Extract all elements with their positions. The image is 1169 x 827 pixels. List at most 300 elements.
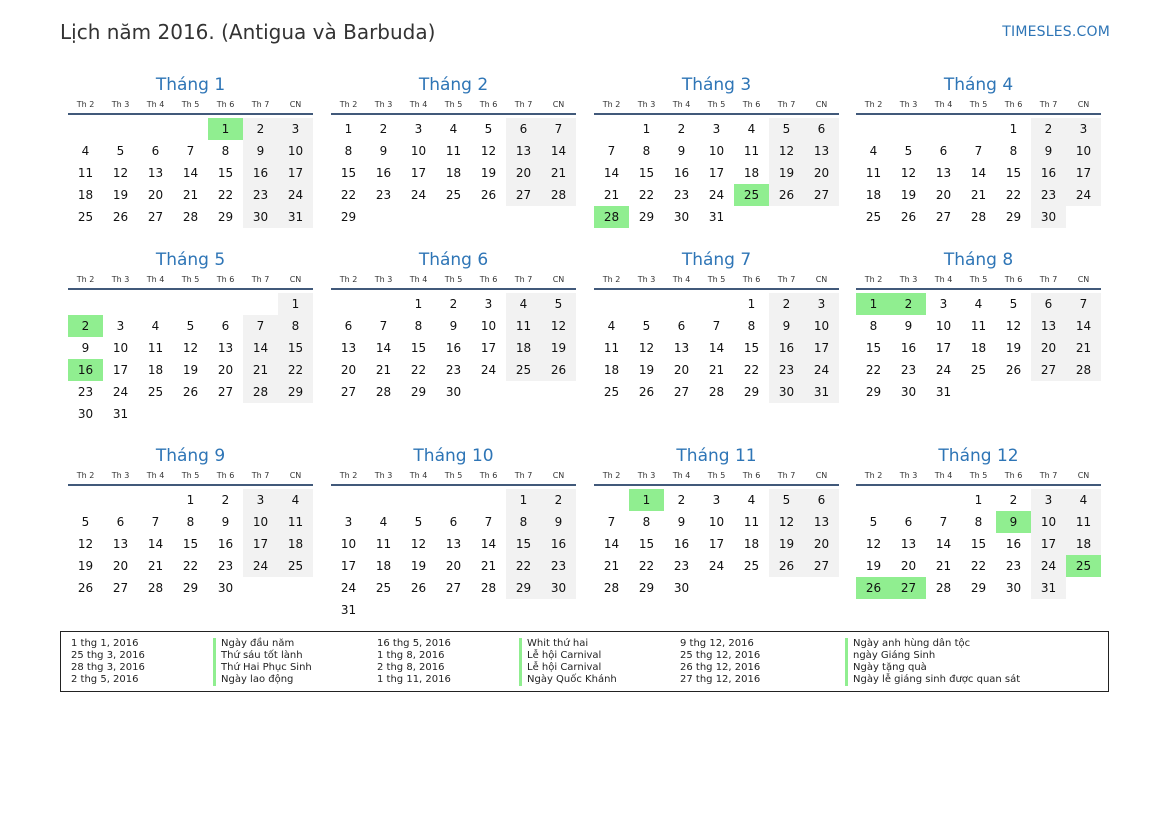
day-cell: 29 xyxy=(506,577,541,599)
day-cell: 18 xyxy=(743,166,760,180)
day-cell: 13 xyxy=(445,537,462,551)
day-cell: 22 xyxy=(638,188,655,202)
day-cell: 10 xyxy=(278,140,313,162)
day-cell: 6 xyxy=(344,319,353,333)
weekday-label: Th 5 xyxy=(181,100,200,109)
day-cell: 29 xyxy=(340,210,357,224)
week-row xyxy=(856,577,1101,599)
day-cell: 20 xyxy=(217,363,234,377)
day-cell: 9 xyxy=(221,515,230,529)
day-cell: 11 xyxy=(603,341,620,355)
week-row xyxy=(68,140,313,162)
day-cell: 24 xyxy=(340,581,357,595)
day-cell: 6 xyxy=(677,319,686,333)
day-cell: 12 xyxy=(638,341,655,355)
weekday-label: CN xyxy=(552,100,565,109)
day-cell: 14 xyxy=(375,341,392,355)
day-cell: 4 xyxy=(747,493,756,507)
day-cell: 18 xyxy=(970,341,987,355)
day-cell: 10 xyxy=(708,515,725,529)
day-cell: 26 xyxy=(769,184,804,206)
empty-day xyxy=(436,206,471,228)
week-row xyxy=(68,184,313,206)
day-cell: 21 xyxy=(147,559,164,573)
day-cell: 24 xyxy=(243,555,278,577)
week-row xyxy=(856,555,1101,577)
month-10 xyxy=(331,445,576,621)
weekday-label: Th 2 xyxy=(339,275,358,284)
day-cell: 12 xyxy=(541,315,576,337)
day-cell: 4 xyxy=(506,293,541,315)
weekday-label: Th 7 xyxy=(251,100,270,109)
day-cell: 31 xyxy=(1031,577,1066,599)
weekday-label: Th 7 xyxy=(777,275,796,284)
day-cell: 25 xyxy=(603,385,620,399)
holiday-day-cell: 16 xyxy=(68,359,103,381)
weekday-label: Th 3 xyxy=(899,275,918,284)
empty-day xyxy=(243,403,278,425)
day-cell: 6 xyxy=(151,144,160,158)
day-cell: 22 xyxy=(278,359,313,381)
day-cell: 20 xyxy=(804,162,839,184)
day-cell: 2 xyxy=(243,118,278,140)
empty-day xyxy=(769,206,804,228)
legend-date: 1 thg 8, 2016 xyxy=(377,650,445,661)
day-cell: 18 xyxy=(375,559,392,573)
day-cell: 11 xyxy=(445,144,462,158)
day-cell: 6 xyxy=(221,319,230,333)
day-cell: 15 xyxy=(1005,166,1022,180)
week-row xyxy=(331,315,576,337)
month-title: Tháng 11 xyxy=(676,446,757,466)
day-cell: 14 xyxy=(970,166,987,180)
weekday-label: Th 3 xyxy=(111,471,130,480)
day-cell: 26 xyxy=(900,210,917,224)
weekday-label: Th 6 xyxy=(742,275,761,284)
week-row xyxy=(331,359,576,381)
empty-day xyxy=(926,118,961,140)
week-row xyxy=(68,403,313,425)
weekday-label: Th 2 xyxy=(339,471,358,480)
day-cell: 16 xyxy=(1005,537,1022,551)
day-cell: 5 xyxy=(769,118,804,140)
day-cell: 10 xyxy=(804,315,839,337)
day-cell: 12 xyxy=(769,140,804,162)
day-cell: 11 xyxy=(147,341,164,355)
day-cell: 8 xyxy=(869,319,878,333)
day-cell: 5 xyxy=(541,293,576,315)
month-3 xyxy=(594,74,839,228)
day-cell: 6 xyxy=(449,515,458,529)
day-cell: 3 xyxy=(939,297,948,311)
day-cell: 22 xyxy=(743,363,760,377)
week-row xyxy=(68,577,313,599)
day-cell: 14 xyxy=(480,537,497,551)
day-cell: 23 xyxy=(900,363,917,377)
day-cell: 18 xyxy=(77,188,94,202)
empty-day xyxy=(891,489,926,511)
empty-day xyxy=(541,206,576,228)
day-cell: 18 xyxy=(743,537,760,551)
weekday-label: Th 6 xyxy=(1004,471,1023,480)
day-cell: 4 xyxy=(607,319,616,333)
day-cell: 30 xyxy=(541,577,576,599)
week-row xyxy=(331,555,576,577)
day-cell: 2 xyxy=(677,493,686,507)
month-title: Tháng 3 xyxy=(681,75,752,95)
week-row xyxy=(856,489,1101,511)
week-row xyxy=(856,118,1101,140)
day-cell: 3 xyxy=(712,122,721,136)
day-cell: 13 xyxy=(147,166,164,180)
week-row xyxy=(594,381,839,403)
day-cell: 10 xyxy=(935,319,952,333)
day-cell: 5 xyxy=(116,144,125,158)
day-cell: 1 xyxy=(414,297,423,311)
week-row xyxy=(594,293,839,315)
day-cell: 25 xyxy=(970,363,987,377)
day-cell: 23 xyxy=(77,385,94,399)
week-row xyxy=(856,162,1101,184)
day-cell: 5 xyxy=(414,515,423,529)
empty-day xyxy=(1066,206,1101,228)
day-cell: 7 xyxy=(712,319,721,333)
month-2 xyxy=(331,74,576,228)
holiday-day-cell: 1 xyxy=(629,489,664,511)
legend-holiday-name: Whit thứ hai xyxy=(519,638,588,650)
week-row xyxy=(68,359,313,381)
day-cell: 25 xyxy=(147,385,164,399)
weekday-label: Th 5 xyxy=(444,100,463,109)
day-cell: 26 xyxy=(112,210,129,224)
day-cell: 8 xyxy=(506,511,541,533)
weekday-label: Th 4 xyxy=(146,471,165,480)
day-cell: 17 xyxy=(410,166,427,180)
day-cell: 23 xyxy=(1031,184,1066,206)
day-cell: 5 xyxy=(769,489,804,511)
day-cell: 20 xyxy=(1031,337,1066,359)
day-cell: 13 xyxy=(506,140,541,162)
day-cell: 17 xyxy=(708,166,725,180)
weekday-label: CN xyxy=(1077,275,1090,284)
legend-holiday-name: Ngày lễ giáng sinh được quan sát xyxy=(845,674,1020,686)
day-cell: 8 xyxy=(1009,144,1018,158)
week-row xyxy=(594,359,839,381)
week-row xyxy=(68,315,313,337)
day-cell: 3 xyxy=(804,293,839,315)
day-cell: 11 xyxy=(865,166,882,180)
empty-day xyxy=(594,118,629,140)
day-cell: 20 xyxy=(506,162,541,184)
week-row xyxy=(68,489,313,511)
empty-day xyxy=(856,118,891,140)
day-cell: 31 xyxy=(112,407,129,421)
day-cell: 13 xyxy=(673,341,690,355)
day-cell: 20 xyxy=(935,188,952,202)
weekday-label: Th 7 xyxy=(777,471,796,480)
legend-holiday-name: Lễ hội Carnival xyxy=(519,650,601,662)
week-row xyxy=(331,381,576,403)
day-cell: 15 xyxy=(182,537,199,551)
weekday-label: Th 5 xyxy=(444,275,463,284)
day-cell: 24 xyxy=(278,184,313,206)
empty-day xyxy=(961,118,996,140)
month-title: Tháng 9 xyxy=(155,446,226,466)
day-cell: 10 xyxy=(1066,140,1101,162)
weekday-label: Th 4 xyxy=(409,275,428,284)
day-cell: 22 xyxy=(1005,188,1022,202)
day-cell: 18 xyxy=(603,363,620,377)
empty-day xyxy=(401,599,436,621)
day-cell: 30 xyxy=(673,210,690,224)
empty-day xyxy=(541,381,576,403)
empty-day xyxy=(366,206,401,228)
weekday-label: Th 5 xyxy=(969,471,988,480)
day-cell: 14 xyxy=(1066,315,1101,337)
empty-day xyxy=(401,489,436,511)
day-cell: 11 xyxy=(375,537,392,551)
week-row xyxy=(856,206,1101,228)
day-cell: 2 xyxy=(449,297,458,311)
day-cell: 29 xyxy=(865,385,882,399)
day-cell: 10 xyxy=(243,511,278,533)
empty-day xyxy=(594,293,629,315)
day-cell: 30 xyxy=(1005,581,1022,595)
day-cell: 15 xyxy=(865,341,882,355)
day-cell: 9 xyxy=(677,515,686,529)
day-cell: 5 xyxy=(81,515,90,529)
weekday-label: Th 6 xyxy=(742,100,761,109)
day-cell: 21 xyxy=(375,363,392,377)
day-cell: 16 xyxy=(541,533,576,555)
week-row xyxy=(331,184,576,206)
month-7 xyxy=(594,249,839,403)
day-cell: 4 xyxy=(379,515,388,529)
week-row xyxy=(594,533,839,555)
weekday-label: Th 2 xyxy=(76,275,95,284)
day-cell: 30 xyxy=(1031,206,1066,228)
day-cell: 7 xyxy=(484,515,493,529)
day-cell: 27 xyxy=(804,184,839,206)
day-cell: 15 xyxy=(970,537,987,551)
weekday-label: Th 7 xyxy=(1039,275,1058,284)
weekday-label: Th 5 xyxy=(707,471,726,480)
day-cell: 12 xyxy=(480,144,497,158)
day-cell: 1 xyxy=(747,297,756,311)
day-cell: 29 xyxy=(743,385,760,399)
day-cell: 27 xyxy=(804,555,839,577)
day-cell: 11 xyxy=(743,144,760,158)
day-cell: 22 xyxy=(182,559,199,573)
day-cell: 28 xyxy=(147,581,164,595)
day-cell: 23 xyxy=(445,363,462,377)
legend-holiday-name: ngày Giáng Sinh xyxy=(845,650,935,662)
day-cell: 8 xyxy=(414,319,423,333)
day-cell: 14 xyxy=(935,537,952,551)
empty-day xyxy=(243,577,278,599)
legend-date: 25 thg 3, 2016 xyxy=(71,650,145,661)
day-cell: 31 xyxy=(340,603,357,617)
week-row xyxy=(594,162,839,184)
day-cell: 30 xyxy=(243,206,278,228)
day-cell: 29 xyxy=(182,581,199,595)
empty-day xyxy=(594,489,629,511)
weekday-label: Th 4 xyxy=(934,275,953,284)
day-cell: 17 xyxy=(112,363,129,377)
day-cell: 26 xyxy=(182,385,199,399)
day-cell: 11 xyxy=(970,319,987,333)
empty-day xyxy=(68,489,103,511)
day-cell: 2 xyxy=(379,122,388,136)
day-cell: 15 xyxy=(638,166,655,180)
day-cell: 23 xyxy=(375,188,392,202)
weekday-header xyxy=(856,469,1101,486)
day-cell: 1 xyxy=(642,122,651,136)
day-cell: 23 xyxy=(217,559,234,573)
day-cell: 27 xyxy=(147,210,164,224)
weekday-label: Th 7 xyxy=(251,471,270,480)
empty-day xyxy=(506,206,541,228)
day-cell: 30 xyxy=(673,581,690,595)
day-cell: 4 xyxy=(81,144,90,158)
day-cell: 3 xyxy=(414,122,423,136)
day-cell: 6 xyxy=(939,144,948,158)
day-cell: 8 xyxy=(974,515,983,529)
day-cell: 23 xyxy=(1005,559,1022,573)
day-cell: 6 xyxy=(1031,293,1066,315)
day-cell: 13 xyxy=(900,537,917,551)
day-cell: 24 xyxy=(708,188,725,202)
weekday-label: Th 3 xyxy=(111,100,130,109)
day-cell: 29 xyxy=(410,385,427,399)
empty-day xyxy=(243,293,278,315)
day-cell: 23 xyxy=(541,555,576,577)
day-cell: 19 xyxy=(112,188,129,202)
weekday-label: Th 7 xyxy=(514,275,533,284)
empty-day xyxy=(173,118,208,140)
day-cell: 3 xyxy=(1031,489,1066,511)
day-cell: 24 xyxy=(804,359,839,381)
day-cell: 27 xyxy=(217,385,234,399)
day-cell: 11 xyxy=(77,166,94,180)
day-cell: 26 xyxy=(1005,363,1022,377)
day-cell: 16 xyxy=(243,162,278,184)
day-cell: 8 xyxy=(344,144,353,158)
week-row xyxy=(594,140,839,162)
weekday-label: Th 2 xyxy=(76,100,95,109)
day-cell: 19 xyxy=(1005,341,1022,355)
day-cell: 21 xyxy=(1066,337,1101,359)
weekday-label: CN xyxy=(815,275,828,284)
day-cell: 30 xyxy=(900,385,917,399)
day-cell: 18 xyxy=(506,337,541,359)
day-cell: 29 xyxy=(638,210,655,224)
holiday-legend xyxy=(60,631,1109,692)
legend-date: 25 thg 12, 2016 xyxy=(680,650,761,661)
day-cell: 3 xyxy=(243,489,278,511)
legend-holiday-name: Ngày lao động xyxy=(213,674,293,686)
month-title: Tháng 7 xyxy=(681,250,752,270)
day-cell: 7 xyxy=(1066,293,1101,315)
day-cell: 9 xyxy=(379,144,388,158)
day-cell: 4 xyxy=(869,144,878,158)
weekday-label: Th 4 xyxy=(672,100,691,109)
day-cell: 23 xyxy=(243,184,278,206)
weekday-label: Th 3 xyxy=(374,275,393,284)
day-cell: 29 xyxy=(217,210,234,224)
weekday-label: Th 6 xyxy=(479,275,498,284)
day-cell: 20 xyxy=(340,363,357,377)
day-cell: 14 xyxy=(603,166,620,180)
day-cell: 22 xyxy=(340,188,357,202)
day-cell: 17 xyxy=(708,537,725,551)
empty-day xyxy=(804,577,839,599)
empty-day xyxy=(734,206,769,228)
day-cell: 25 xyxy=(865,210,882,224)
holiday-day-cell: 25 xyxy=(1066,555,1101,577)
day-cell: 25 xyxy=(278,555,313,577)
day-cell: 5 xyxy=(186,319,195,333)
month-title: Tháng 1 xyxy=(155,75,226,95)
day-cell: 17 xyxy=(278,162,313,184)
day-cell: 3 xyxy=(344,515,353,529)
empty-day xyxy=(138,293,173,315)
weekday-label: Th 2 xyxy=(864,471,883,480)
empty-day xyxy=(436,489,471,511)
day-cell: 2 xyxy=(769,293,804,315)
day-cell: 8 xyxy=(186,515,195,529)
day-cell: 31 xyxy=(804,381,839,403)
day-cell: 16 xyxy=(673,166,690,180)
empty-day xyxy=(208,293,243,315)
day-cell: 29 xyxy=(970,581,987,595)
holiday-day-cell: 2 xyxy=(891,293,926,315)
day-cell: 25 xyxy=(506,359,541,381)
day-cell: 15 xyxy=(743,341,760,355)
brand-link[interactable]: TIMESLES.COM xyxy=(1002,24,1110,40)
week-row xyxy=(68,162,313,184)
week-row xyxy=(594,206,839,228)
day-cell: 21 xyxy=(708,363,725,377)
weekday-label: Th 6 xyxy=(1004,100,1023,109)
day-cell: 13 xyxy=(1031,315,1066,337)
day-cell: 13 xyxy=(217,341,234,355)
day-cell: 26 xyxy=(480,188,497,202)
day-cell: 10 xyxy=(340,537,357,551)
day-cell: 28 xyxy=(708,385,725,399)
day-cell: 7 xyxy=(607,515,616,529)
legend-date: 2 thg 8, 2016 xyxy=(377,662,445,673)
week-row xyxy=(68,381,313,403)
week-row xyxy=(68,511,313,533)
day-cell: 15 xyxy=(506,533,541,555)
day-cell: 13 xyxy=(340,341,357,355)
day-cell: 16 xyxy=(375,166,392,180)
weekday-label: Th 5 xyxy=(707,100,726,109)
empty-day xyxy=(436,599,471,621)
weekday-label: CN xyxy=(289,471,302,480)
weekday-label: Th 2 xyxy=(339,100,358,109)
day-cell: 26 xyxy=(769,555,804,577)
month-title: Tháng 6 xyxy=(418,250,489,270)
legend-date: 28 thg 3, 2016 xyxy=(71,662,145,673)
weekday-label: Th 7 xyxy=(251,275,270,284)
week-row xyxy=(331,162,576,184)
weekday-label: Th 4 xyxy=(409,471,428,480)
weekday-label: Th 4 xyxy=(934,471,953,480)
day-cell: 14 xyxy=(182,166,199,180)
day-cell: 22 xyxy=(970,559,987,573)
